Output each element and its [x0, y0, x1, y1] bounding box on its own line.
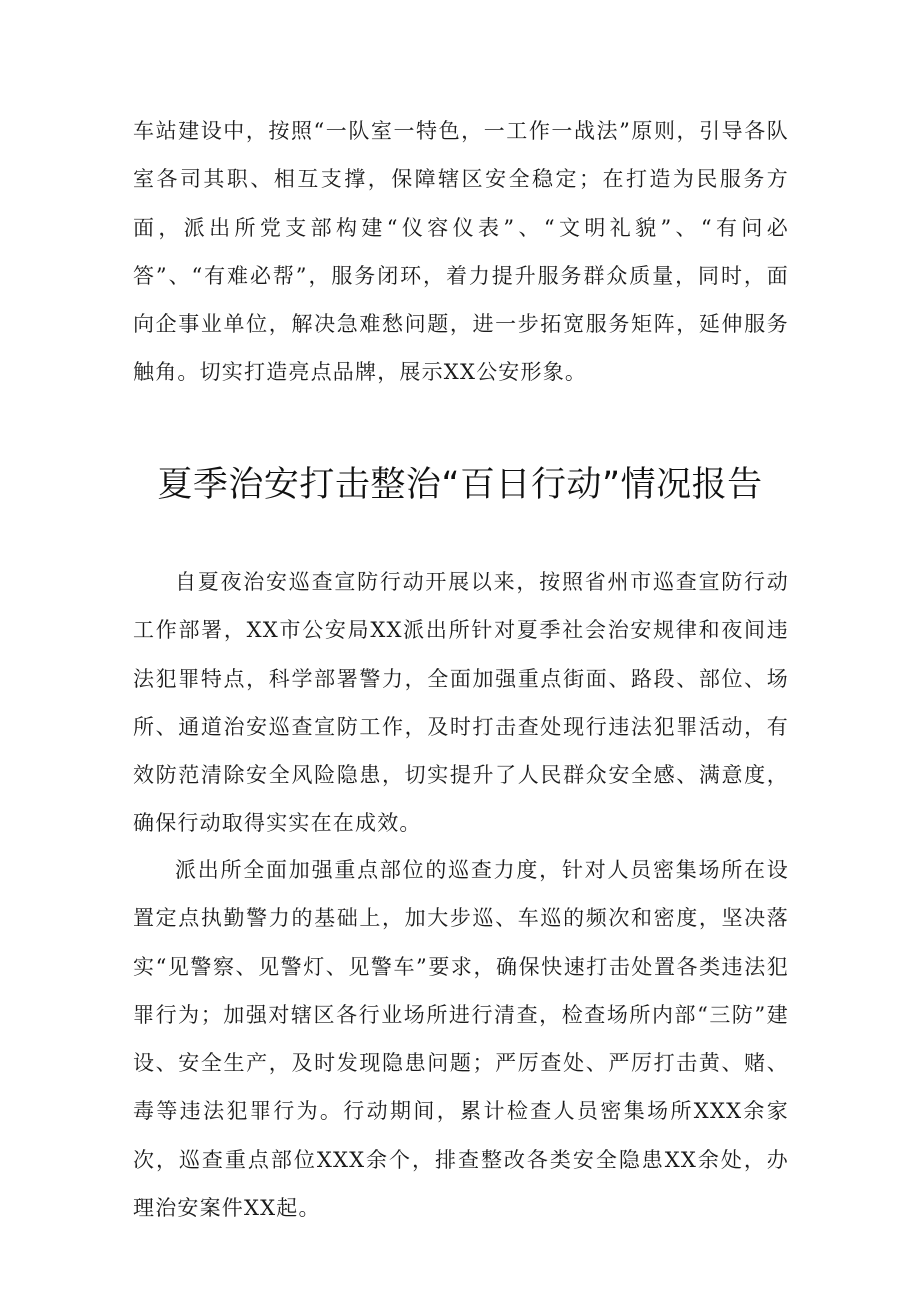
body-paragraph-intro: 自夏夜治安巡查宣防行动开展以来，按照省州市巡查宣防行动工作部署，XX市公安局XX派出所针对夏季社会治安规律和夜间违法犯罪特点，科学部署警力，全面加强重点街面、路段、部位、场所、通道治安巡查宣防工作，及时打击查处现行违法犯罪活动，有效防范清除安全风险隐患，切实提升了人民群众安全感、满意度，确保行动取得实实在在成效。 [133, 570, 789, 836]
body-paragraph-measures: 派出所全面加强重点部位的巡查力度，针对人员密集场所在设置定点执勤警力的基础上，加大步巡、车巡的频次和密度，坚决落实“见警察、见警灯、见警车”要求，确保快速打击处置各类违法犯罪行为；加强对辖区各行业场所进行清查，检查场所内部“三防”建设、安全生产，及时发现隐患问题；严厉查处、严厉打击黄、赌、毒等违法犯罪行为。行动期间，累计检查人员密集场所XXX余家次，巡查重点部位XXX余个，排查整改各类安全隐患XX余处，办理治安案件XX起。 [133, 858, 789, 1221]
continued-paragraph: 车站建设中，按照“一队室一特色，一工作一战法”原则，引导各队室各司其职、相互支撑，保障辖区安全稳定；在打造为民服务方面，派出所党支部构建“仪容仪表”、“文明礼貌”、“有问必答”、“有难必帮”，服务闭环，着力提升服务群众质量，同时，面向企事业单位，解决急难愁问题，进一步拓宽服务矩阵，延伸服务触角。切实打造亮点品牌，展示XX公安形象。 [133, 119, 789, 385]
report-title: 夏季治安打击整治“百日行动”情况报告 [157, 465, 763, 505]
